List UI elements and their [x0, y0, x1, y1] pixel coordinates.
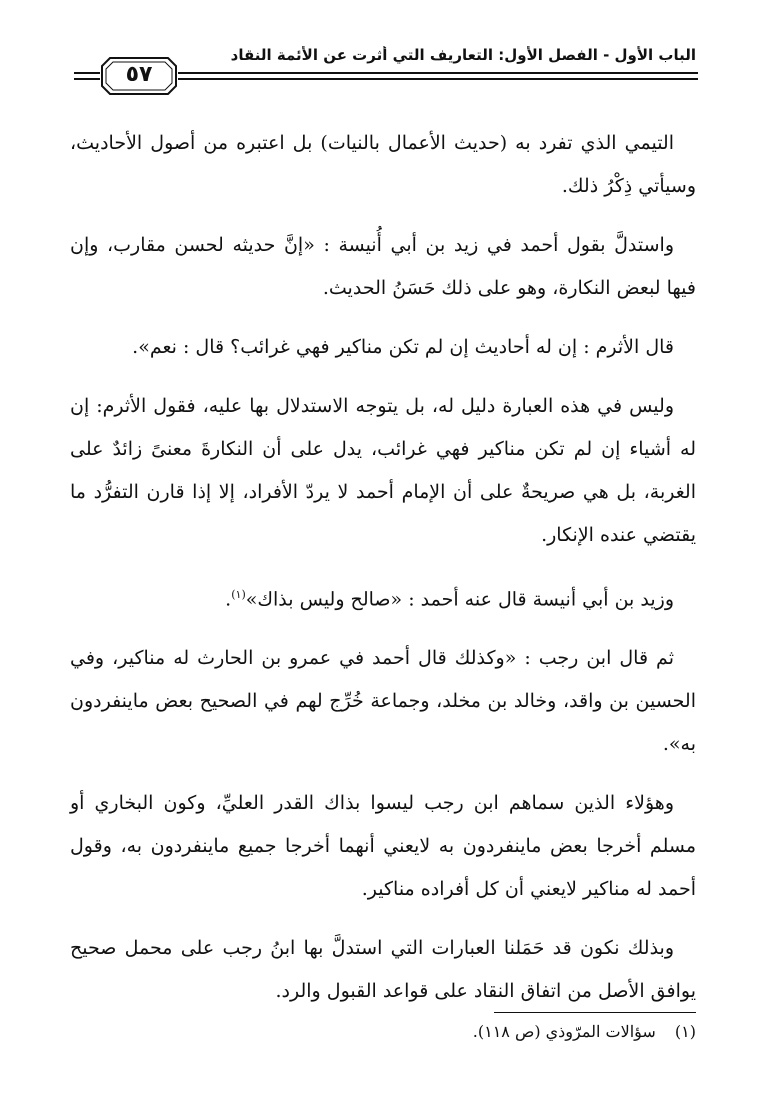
- paragraph: التيمي الذي تفرد به (حديث الأعمال بالنيات) بل اعتبره من أصول الأحاديث، وسيأتي ذِكْرُ ذلك.: [70, 132, 696, 197]
- footnote-text: سؤالات المرّوذي (ص ١١٨).: [472, 1022, 656, 1041]
- footnote-separator: [494, 1012, 696, 1013]
- footnote: [300, 1022, 696, 1041]
- paragraph: وليس في هذه العبارة دليل له، بل يتوجه الاستدلال بها عليه، فقول الأثرم: إن له أشياء إن لم تكن مناكير فهي غرائب، يدل على أن النكارةَ معنىً زائدٌ على الغربة، بل هي صريحةٌ على أن الإمام أحمد لا يردّ الأفراد، إلا إذا قارن التفرُّد ما يقتضي عنده الإنكار.: [70, 395, 696, 546]
- paragraph: قال الأثرم : إن له أحاديث إن لم تكن مناكير فهي غرائب؟ قال : نعم».: [132, 336, 674, 358]
- paragraph: وبذلك نكون قد حَمَلنا العبارات التي استدلَّ بها ابنُ رجب على محمل صحيح يوافق الأصل من اتفاق النقاد على قواعد القبول والرد.: [70, 937, 696, 1003]
- running-header-title: الباب الأول - الفصل الأول: التعاريف التي أثرت عن الأئمة النقاد: [230, 46, 696, 64]
- paragraph: ثم قال ابن رجب : «وكذلك قال أحمد في عمرو بن الحارث له مناكير، وفي الحسين بن واقد، وخالد بن مخلد، وجماعة خُرِّج لهم في الصحيح بعض ماينفردون به».: [70, 647, 696, 756]
- page-number: ٥٧: [125, 62, 153, 87]
- paragraph-text: وزيد بن أبي أنيسة قال عنه أحمد : «صالح وليس بذاك»: [245, 588, 674, 611]
- paragraph: وهؤلاء الذين سماهم ابن رجب ليسوا بذاك القدر العليِّ، وكون البخاري أو مسلم أخرجا بعض ماينفردون به لايعني أنهما أخرجا جميع ماينفردون به، وقول أحمد له مناكير لايعني أن كل أفراده مناكير.: [70, 792, 696, 901]
- page-number-frame: [100, 56, 178, 96]
- footnote-reference[interactable]: (١): [231, 588, 246, 601]
- footnote-marker: (١): [674, 1022, 696, 1041]
- main-text: [70, 122, 696, 1029]
- paragraph: واستدلَّ بقول أحمد في زيد بن أبي أُنيسة : «إنَّ حديثه لحسن مقارب، وإن فيها لبعض النكارة، وهو على ذلك حَسَنُ الحديث.: [70, 234, 696, 299]
- paragraph-with-footnote: وزيد بن أبي أنيسة قال عنه أحمد : «صالح وليس بذاك»$^{(١)}$.: [225, 588, 674, 611]
